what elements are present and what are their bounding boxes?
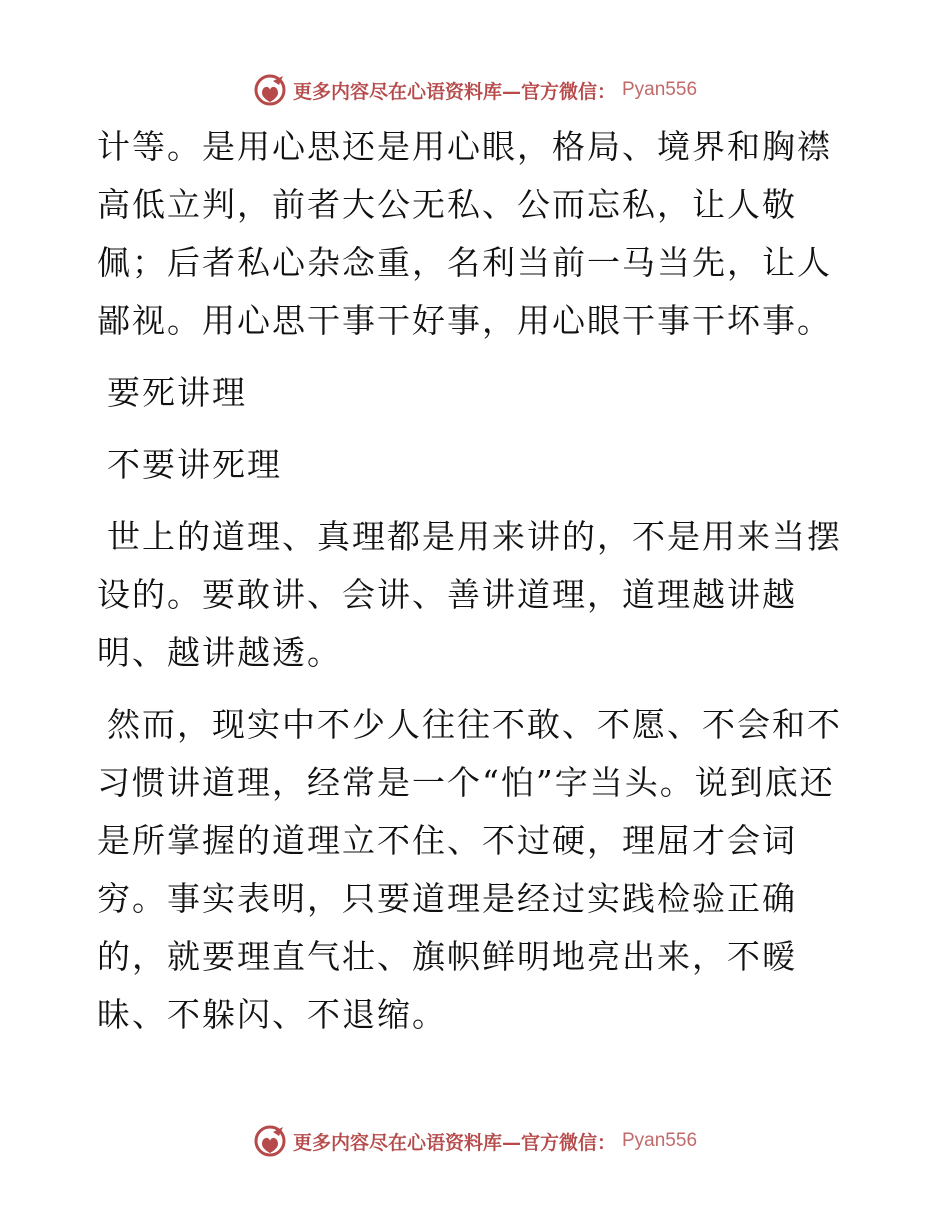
footer-banner-wechat: Pyan556 — [622, 1130, 698, 1151]
heart-pen-logo-icon — [253, 1124, 287, 1158]
footer-banner — [0, 1121, 950, 1161]
header-banner — [0, 70, 950, 110]
paragraph-1: 计等。是用心思还是用心眼，格局、境界和胸襟高低立判，前者大公无私、公而忘私，让人敬佩；后者私心杂念重，名利当前一马当先，让人鄙视。用心思干事干好事，用心眼干事干坏事。 — [97, 127, 832, 340]
section-heading-2: 不要讲死理 — [107, 445, 282, 484]
header-banner-text: 更多内容尽在心语资料库—官方微信： — [292, 80, 616, 103]
paragraph-2: 世上的道理、真理都是用来讲的，不是用来当摆设的。要敢讲、会讲、善讲道理，道理越讲越明、越讲越透。 — [97, 517, 842, 672]
footer-banner-text: 更多内容尽在心语资料库—官方微信： — [292, 1131, 616, 1154]
paragraph-3: 然而，现实中不少人往往不敢、不愿、不会和不习惯讲道理，经常是一个“怕”字当头。说到底还是所掌握的道理立不住、不过硬，理屈才会词穷。事实表明，只要道理是经过实践检验正确的，就要理直气壮、旗帜鲜明地亮出来，不暧昧、不躲闪、不退缩。 — [97, 705, 842, 1034]
section-heading-1: 要死讲理 — [107, 373, 247, 412]
heart-pen-logo-icon — [253, 73, 287, 107]
document-body — [97, 118, 857, 1058]
header-banner-wechat: Pyan556 — [622, 79, 698, 100]
